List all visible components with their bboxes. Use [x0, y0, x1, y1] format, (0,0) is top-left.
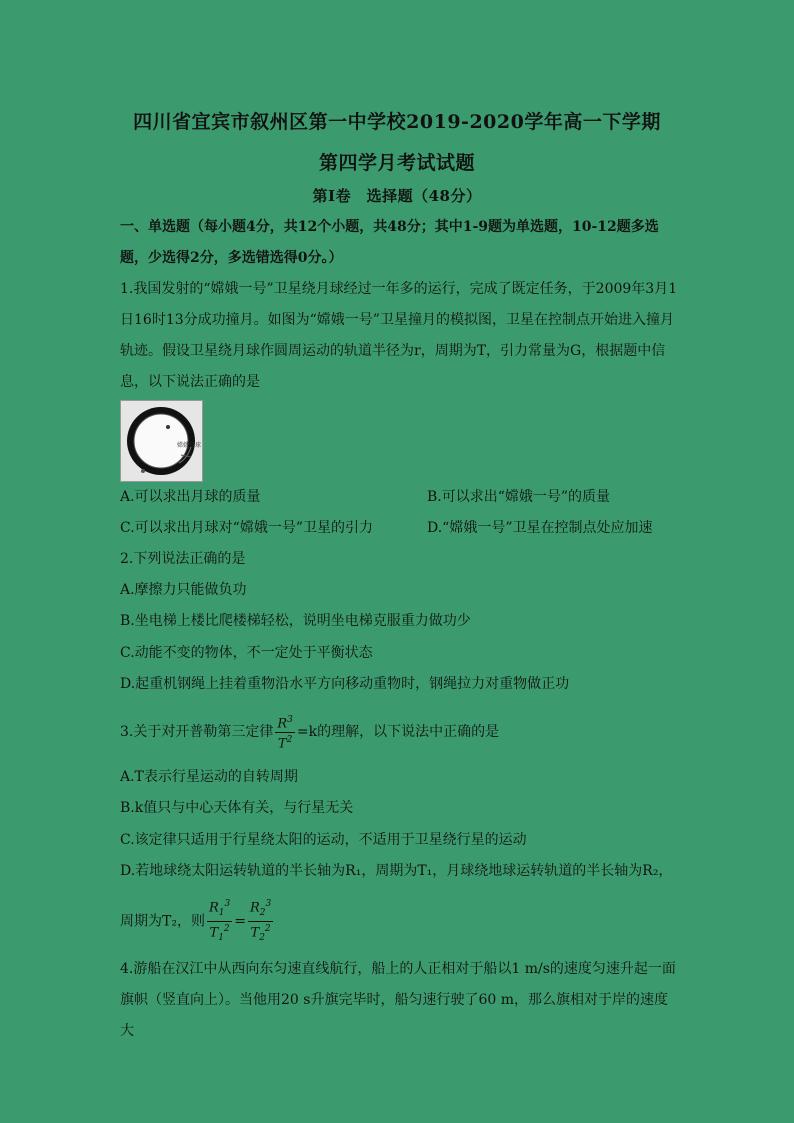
- q3-option-d2-before: 周期为T₂，则: [120, 913, 205, 930]
- q1-option-b: B.可以求出“嫦娥一号”的质量: [427, 489, 611, 505]
- formula-denominator: T: [277, 735, 287, 751]
- moon-orbit-diagram: [121, 401, 202, 481]
- q2-option-d: D.起重机钢绳上挂着重物沿水平方向移动重物时，钢绳拉力对重物做正功: [120, 676, 570, 692]
- q2-option-a: A.摩擦力只能做负功: [120, 582, 247, 598]
- formula-equals: =: [234, 913, 246, 930]
- question-2-stem: 2.下列说法正确的是: [120, 551, 246, 567]
- q1-option-a: A.可以求出月球的质量: [120, 489, 261, 505]
- q2-option-b: B.坐电梯上楼比爬楼梯轻松，说明坐电梯克服重力做功少: [120, 613, 471, 629]
- formula-fraction-1: $\frac{R_1^3}{T_1^2}$: [208, 899, 231, 943]
- page-title: 四川省宜宾市叙州区第一中学校2019-2020学年高一下学期: [133, 111, 661, 133]
- page-subtitle: 第四学月考试试题: [318, 152, 475, 174]
- q3-stem-before: 3.关于对开普勒第三定律: [120, 724, 274, 740]
- q2-option-c: C.动能不变的物体，不一定处于平衡状态: [120, 645, 373, 661]
- formula-numerator: R: [277, 716, 288, 732]
- formula-fraction-2: $\frac{R_2^3}{T_2^2}$: [249, 899, 272, 943]
- question-1-stem: 1.我国发射的“嫦娥一号”卫星绕月球经过一年多的运行，完成了既定任务，于2009年3月1日16时13分成功撞月。如图为“嫦娥一号”卫星撞月的模拟图，卫星在控制点开始进入撞月轨迹。假设卫星绕月球作圆周运动的轨道半径为r，周期为T，引力常量为G，根据题中信息，以下说法正确的是: [120, 281, 678, 390]
- question-4-stem: 4.游船在汉江中从西向东匀速直线航行，船上的人正相对于船以1 m/s的速度匀速升起一面旗帜（竖直向上）。当他用20 s升旗完毕时，船匀速行驶了60 m，那么旗相对于岸的速度大: [120, 961, 676, 1039]
- q3-option-b: B.k值只与中心天体有关，与行星无关: [120, 800, 354, 816]
- q3-option-d-formula: [120, 897, 275, 946]
- q1-option-d: D.“嫦娥一号”卫星在控制点处应加速: [427, 520, 653, 536]
- q3-stem-after: =k的理解，以下说法中正确的是: [296, 724, 500, 740]
- section-title: 第Ⅰ卷 选择题（48分）: [312, 187, 482, 205]
- q3-option-c: C.该定律只适用于行星绕太阳的运动，不适用于卫星绕行星的运动: [120, 832, 527, 848]
- q3-option-a: A.T表示行星运动的自转周期: [120, 769, 298, 785]
- q3-option-d: D.若地球绕太阳运转轨道的半长轴为R₁，周期为T₁，月球绕地球运转轨道的半长轴为R₂，: [120, 863, 673, 879]
- question-3-stem: [120, 712, 499, 752]
- instructions: 一、单选题（每小题4分，共12个小题，共48分；其中1-9题为单选题，10-12题多选题，少选得2分，多选错选得0分。）: [120, 219, 659, 266]
- q1-option-c: C.可以求出月球对“嫦娥一号”卫星的引力: [120, 520, 373, 536]
- moon-orbit-figure: [120, 400, 203, 482]
- figure-label: 嫦娥月球: [177, 442, 202, 449]
- kepler-formula: $\frac{R^3}{T^2}$: [277, 715, 293, 751]
